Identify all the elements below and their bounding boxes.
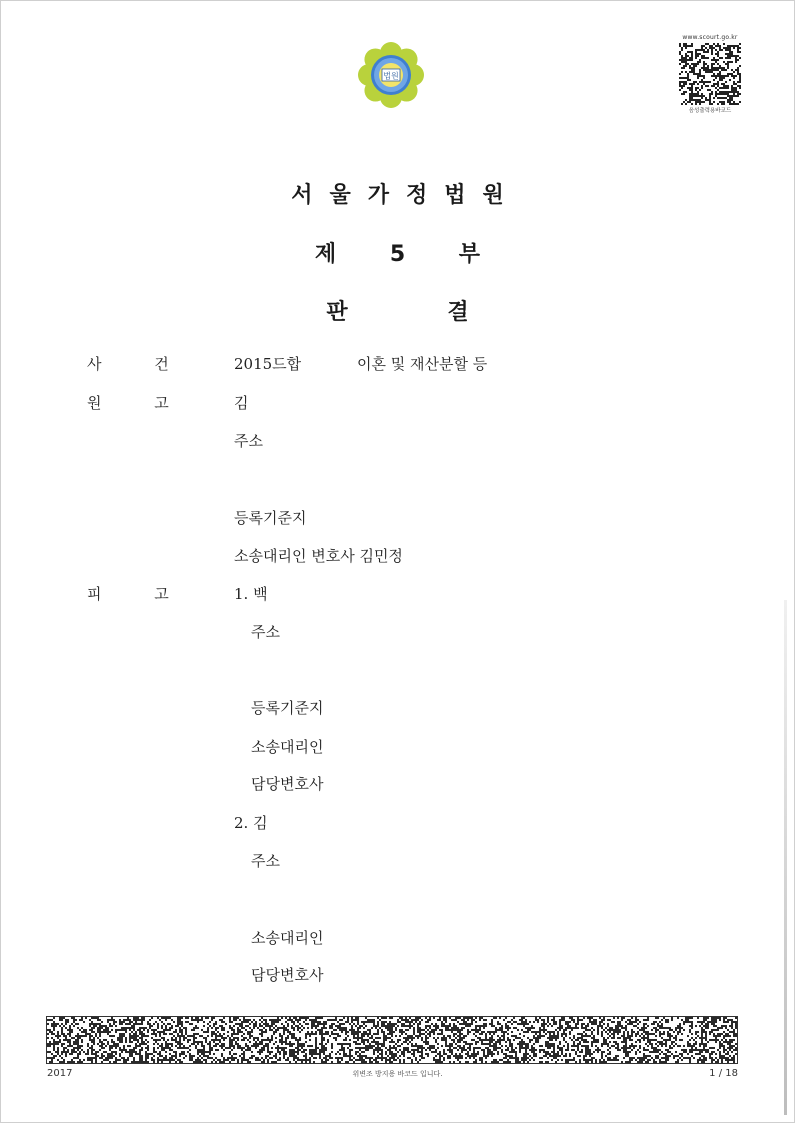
case-label: 사 건 xyxy=(87,355,169,373)
defendant-2-lawyer-label: 담당변호사 xyxy=(251,966,324,984)
court-title: 서울가정법원 xyxy=(291,183,521,208)
qr-url: www.scourt.go.kr xyxy=(682,34,738,41)
defendant-1-attorney-label: 소송대리인 xyxy=(251,738,324,756)
defendant-1-registration-label: 등록기준지 xyxy=(251,699,324,717)
case-number: 2015드합 xyxy=(234,355,302,373)
defendant-2-name: 2. 김 xyxy=(234,814,268,832)
page-number: 1 / 18 xyxy=(709,1068,738,1079)
footer-year: 2017 xyxy=(47,1068,73,1079)
defendant-1-lawyer-label: 담당변호사 xyxy=(251,775,324,793)
defendant-label: 피 고 xyxy=(87,585,169,603)
footer-note: 위변조 방지용 바코드 입니다. xyxy=(352,1070,443,1078)
defendant-1-name: 1. 백 xyxy=(234,585,268,603)
qr-block xyxy=(676,34,744,114)
anti-forgery-barcode xyxy=(46,1016,738,1064)
plaintiff-address-label: 주소 xyxy=(234,432,263,450)
plaintiff-attorney: 소송대리인 변호사 김민정 xyxy=(234,547,403,565)
plaintiff-name: 김 xyxy=(234,394,249,412)
barcode-pattern-icon xyxy=(47,1017,737,1063)
scan-edge-shadow xyxy=(784,600,787,1115)
emblem-label: 법원 xyxy=(383,71,399,81)
division-title: 제 5 부 xyxy=(314,242,481,267)
plaintiff-registration-label: 등록기준지 xyxy=(234,509,307,527)
defendant-1-address-label: 주소 xyxy=(251,623,280,641)
qr-code-icon xyxy=(679,43,741,105)
qr-caption: 음성출력용바코드 xyxy=(688,108,732,114)
document-type-title: 판 결 xyxy=(326,300,469,325)
case-name: 이혼 및 재산분할 등 xyxy=(357,355,488,373)
defendant-2-attorney-label: 소송대리인 xyxy=(251,929,324,947)
court-emblem-icon xyxy=(354,40,428,112)
plaintiff-label: 원 고 xyxy=(87,394,169,412)
defendant-2-address-label: 주소 xyxy=(251,852,280,870)
